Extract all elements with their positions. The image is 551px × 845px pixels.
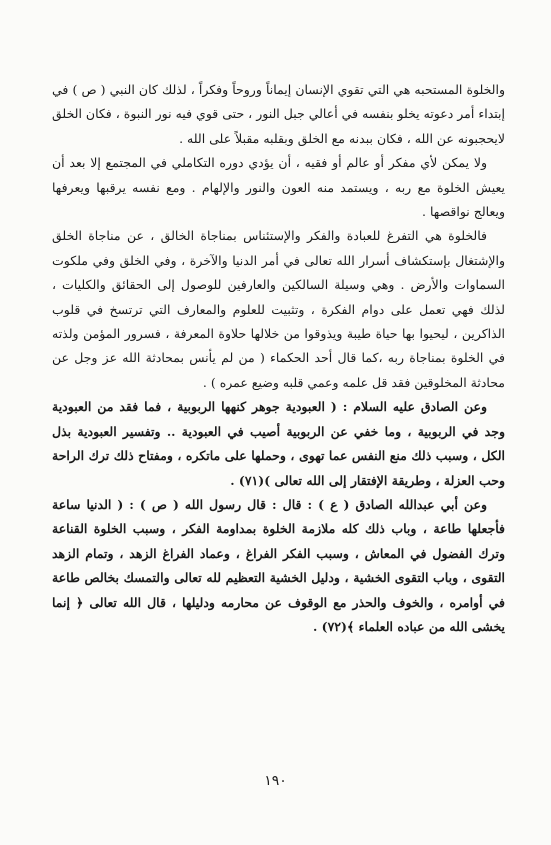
paragraph-1: والخلوة المستحبه هي التي تقوي الإنسان إيماناً وروحاً وفكراً ، لذلك كان النبي ( ص ) في إبتداء أمر دعوته يخلو بنفسه في أعالي جبل النور ، حتى قوي فيه نور النبوة ، فكان الخلق لايحجبونه عن الله ، فكان ببدنه مع الخلق وبقلبه مقبلاً على الله . (52, 82, 505, 146)
body-text (52, 78, 505, 639)
page-number: ١٩٠ (264, 773, 287, 789)
paragraph-5-hadith: وعن أبي عبدالله الصادق ( ع ) : قال : قال رسول الله ( ص ) : ( الدنيا ساعة فأجعلها طاعة ، وباب ذلك كله ملازمة الخلوة بمداومة الفكر ، وسبب الخلوة القناعة وترك الفضول في المعاش ، وسبب الفكر الفراغ ، وعماد الفراغ الزهد ، وتمام الزهد التقوى ، وباب التقوى الخشية ، ودليل الخشية التعظيم لله تعالى والتمسك بخالص طاعة في أوامره ، والخوف والحذر مع الوقوف عن محارمه ودليلها ، قال الله تعالى ﴿ إنما يخشى الله من عباده العلماء ﴾(٧٢) . (52, 496, 505, 634)
paragraph-4-quote: وعن الصادق عليه السلام : ( العبودية جوهر كنهها الربوبية ، فما فقد من العبودية وجد في الربوبية ، وما خفي عن الربوبية أصيب في العبودية .. وتفسير العبودية بذل الكل ، وسبب ذلك منع النفس عما تهوى ، وحملها على ماتكره ، ومفتاح ذلك ترك الراحة وحب العزلة ، وطريقة الإفتقار إلى الله تعالى )(٧١) . (52, 399, 505, 488)
paragraph-2: ولا يمكن لأي مفكر أو عالم أو فقيه ، أن يؤدي دوره التكاملي في المجتمع إلا بعد أن يعيش الخلوة مع ربه ، ويستمد منه العون والنور والإلهام . ومع نفسه يرقبها ويعرفها ويعالج نواقصها . (52, 155, 505, 220)
paragraph-3: فالخلوة هي التفرغ للعبادة والفكر والإستئناس بمناجاة الخالق ، عن مناجاة الخلق والإشتغال بإستكشاف أسرار الله تعالى في أمر الدنيا والآخرة ، وفي الخلق وفي ملكوت السماوات والأرض . وهي وسيلة السالكين والعارفين للوصول إلى الحقائق والكليات ، لذلك فهي تعمل على دوام الفكرة ، وتثبيت للعلوم والمعارف التي ترتسخ في قلوب الذاكرين ، ليحيوا بها حياة طيبة ويذوقوا من خلالها حلاوة المعرفة ، فسرور المؤمن ولذته في الخلوة بمناجاة ربه ،كما قال أحد الحكماء ( من لم يأنس بمحادثة الله عز وجل عن محادثة المخلوقين فقد قل علمه وعمي قلبه وضيع عمره ) . (52, 228, 505, 390)
